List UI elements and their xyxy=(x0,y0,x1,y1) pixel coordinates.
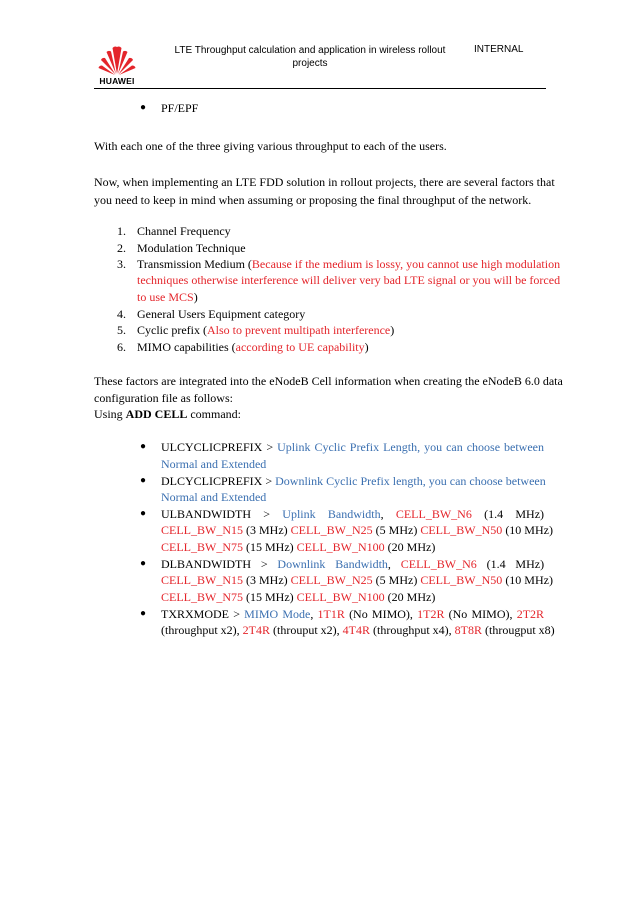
mimo-mode: 2T4R xyxy=(242,623,270,637)
param-ulbandwidth-line3 xyxy=(161,539,435,555)
param-dlbandwidth xyxy=(161,556,544,572)
param-txrxmode-line2 xyxy=(161,622,555,638)
param-desc: MIMO Mode xyxy=(244,607,311,621)
bw-value: (10 MHz) xyxy=(505,573,553,587)
list-number: 2. xyxy=(117,241,126,255)
param-desc-word: Bandwidth xyxy=(335,557,388,571)
factor-note: to use MCS xyxy=(137,290,194,304)
paragraph-3-line2: configuration file as follows: xyxy=(94,391,233,405)
param-ulcyclicprefix xyxy=(161,439,544,455)
bw-value: (5 MHz) xyxy=(375,573,418,587)
param-desc: Downlink Cyclic Prefix length, you can choose between xyxy=(275,474,546,488)
mimo-value: (throuput x2), xyxy=(273,623,340,637)
mimo-value: MIMO), xyxy=(371,607,413,621)
param-name: TXRXMODE xyxy=(161,607,229,621)
param-txrxmode xyxy=(161,606,544,622)
mimo-mode: 8T8R xyxy=(454,623,482,637)
factor-note-line3 xyxy=(137,289,198,305)
factor-note: according to UE capability xyxy=(235,340,365,354)
paragraph-3-line1: These factors are integrated into the eNodeB Cell information when creating the eNodeB 6.0 data xyxy=(94,374,563,388)
list-number: 3. xyxy=(117,257,126,271)
mimo-value: (throughput x4), xyxy=(373,623,452,637)
factor-transmission-medium xyxy=(137,256,561,272)
comma: , xyxy=(310,607,314,621)
param-dlbandwidth-line3 xyxy=(161,589,435,605)
comma: , xyxy=(387,557,391,571)
bw-value: (15 MHz) xyxy=(246,590,294,604)
param-desc-word: Downlink xyxy=(277,557,326,571)
paren-close: ) xyxy=(364,340,369,354)
bw-n75: CELL_BW_N75 xyxy=(161,540,243,554)
text: command: xyxy=(187,407,242,421)
param-ulbandwidth-line2 xyxy=(161,522,553,538)
paren-close: ) xyxy=(390,323,395,337)
bw-value: (5 MHz) xyxy=(375,523,418,537)
comma: , xyxy=(380,507,384,521)
mimo-mode: 1T2R xyxy=(417,607,445,621)
param-desc-line2: Normal and Extended xyxy=(161,490,267,504)
param-ulbandwidth xyxy=(161,506,544,522)
bw-value: (3 MHz) xyxy=(246,573,288,587)
bullet-dot: ● xyxy=(140,102,147,113)
mimo-value: (No xyxy=(349,607,368,621)
paragraph-4 xyxy=(94,406,241,422)
huawei-logo xyxy=(94,45,140,91)
bw-n25: CELL_BW_N25 xyxy=(290,523,373,537)
factor-ue-category: General Users Equipment category xyxy=(137,307,306,321)
mimo-value: (througput x8) xyxy=(485,623,555,637)
mimo-mode: 4T4R xyxy=(342,623,370,637)
bullet-dot: ● xyxy=(140,558,147,569)
param-dlbandwidth-line2 xyxy=(161,572,553,588)
arrow: > xyxy=(266,440,274,454)
bw-value: (20 MHz) xyxy=(387,540,436,554)
bw-value: (15 MHz) xyxy=(246,540,294,554)
bw-value: (10 MHz) xyxy=(505,523,553,537)
factor-channel-frequency: Channel Frequency xyxy=(137,224,231,238)
factor-cyclic-prefix xyxy=(137,322,394,338)
bw-value: MHz) xyxy=(515,507,545,521)
arrow: > xyxy=(260,557,268,571)
param-desc-word: Bandwidth xyxy=(327,507,381,521)
mimo-value: (throughput x2), xyxy=(161,623,240,637)
bullet-dot: ● xyxy=(140,475,147,486)
factor-label: MIMO capabilities ( xyxy=(137,340,236,354)
bullet-pf-epf: PF/EPF xyxy=(161,101,199,115)
list-number: 1. xyxy=(117,224,126,238)
huawei-petal-icon xyxy=(98,45,136,75)
bw-n15: CELL_BW_N15 xyxy=(161,573,243,587)
arrow: > xyxy=(263,507,271,521)
paragraph-2-line1: Now, when implementing an LTE FDD solution in rollout projects, there are several factors that xyxy=(94,175,555,189)
bw-value: MHz) xyxy=(515,557,545,571)
param-desc-word: Uplink xyxy=(282,507,316,521)
mimo-mode: 2T2R xyxy=(516,607,545,621)
list-number: 5. xyxy=(117,323,126,337)
list-number: 4. xyxy=(117,307,126,321)
bw-n100: CELL_BW_N100 xyxy=(296,590,385,604)
param-name: DLCYCLICPREFIX xyxy=(161,474,263,488)
paragraph-2-line2: you need to keep in mind when assuming or proposing the final throughput of the network. xyxy=(94,193,532,207)
classification-label: INTERNAL xyxy=(474,44,524,55)
mimo-mode: 1T1R xyxy=(317,607,345,621)
factor-note: Because if the medium is lossy, you cannot use high modulation xyxy=(251,257,561,271)
param-desc: Uplink Cyclic Prefix Length, you can choose between xyxy=(277,440,545,454)
factor-label: Cyclic prefix ( xyxy=(137,323,207,337)
list-number: 6. xyxy=(117,340,126,354)
param-desc-line2: Normal and Extended xyxy=(161,457,267,471)
factor-mimo xyxy=(137,339,369,355)
param-dlcyclicprefix xyxy=(161,473,544,489)
bw-n75: CELL_BW_N75 xyxy=(161,590,243,604)
bw-value: (3 MHz) xyxy=(246,523,288,537)
bw-n25: CELL_BW_N25 xyxy=(290,573,373,587)
bw-n6: CELL_BW_N6 xyxy=(395,507,472,521)
bw-n15: CELL_BW_N15 xyxy=(161,523,243,537)
bullet-dot: ● xyxy=(140,441,147,452)
bullet-dot: ● xyxy=(140,608,147,619)
logo-text: HUAWEI xyxy=(99,76,135,86)
paragraph-1: With each one of the three giving various throughput to each of the users. xyxy=(94,139,447,153)
text: Using xyxy=(94,407,126,421)
mimo-value: MIMO), xyxy=(471,607,513,621)
factor-note-line2: techniques otherwise interference will deliver very bad LTE signal or you will be forced xyxy=(137,273,561,287)
bw-value: (1.4 xyxy=(484,507,504,521)
document-title xyxy=(160,44,460,70)
command-name: ADD CELL xyxy=(125,407,188,421)
bw-value: (1.4 xyxy=(486,557,506,571)
document-title-line2: projects xyxy=(292,58,328,69)
bw-n6: CELL_BW_N6 xyxy=(400,557,477,571)
factor-modulation-technique: Modulation Technique xyxy=(137,241,246,255)
bw-n50: CELL_BW_N50 xyxy=(420,573,503,587)
arrow: > xyxy=(265,474,273,488)
factor-note: Also to prevent multipath interference xyxy=(206,323,391,337)
param-name: ULCYCLICPREFIX xyxy=(161,440,263,454)
bw-value: (20 MHz) xyxy=(387,590,436,604)
mimo-value: (No xyxy=(448,607,468,621)
header-divider xyxy=(94,88,546,89)
bullet-dot: ● xyxy=(140,508,147,519)
param-name: ULBANDWIDTH xyxy=(161,507,251,521)
document-title-line1: LTE Throughput calculation and application in wireless rollout xyxy=(174,45,446,56)
factor-label: Transmission Medium ( xyxy=(137,257,252,271)
bw-n100: CELL_BW_N100 xyxy=(296,540,385,554)
arrow: > xyxy=(233,607,240,621)
param-name: DLBANDWIDTH xyxy=(161,557,251,571)
paren-close: ) xyxy=(193,290,198,304)
bw-n50: CELL_BW_N50 xyxy=(420,523,503,537)
